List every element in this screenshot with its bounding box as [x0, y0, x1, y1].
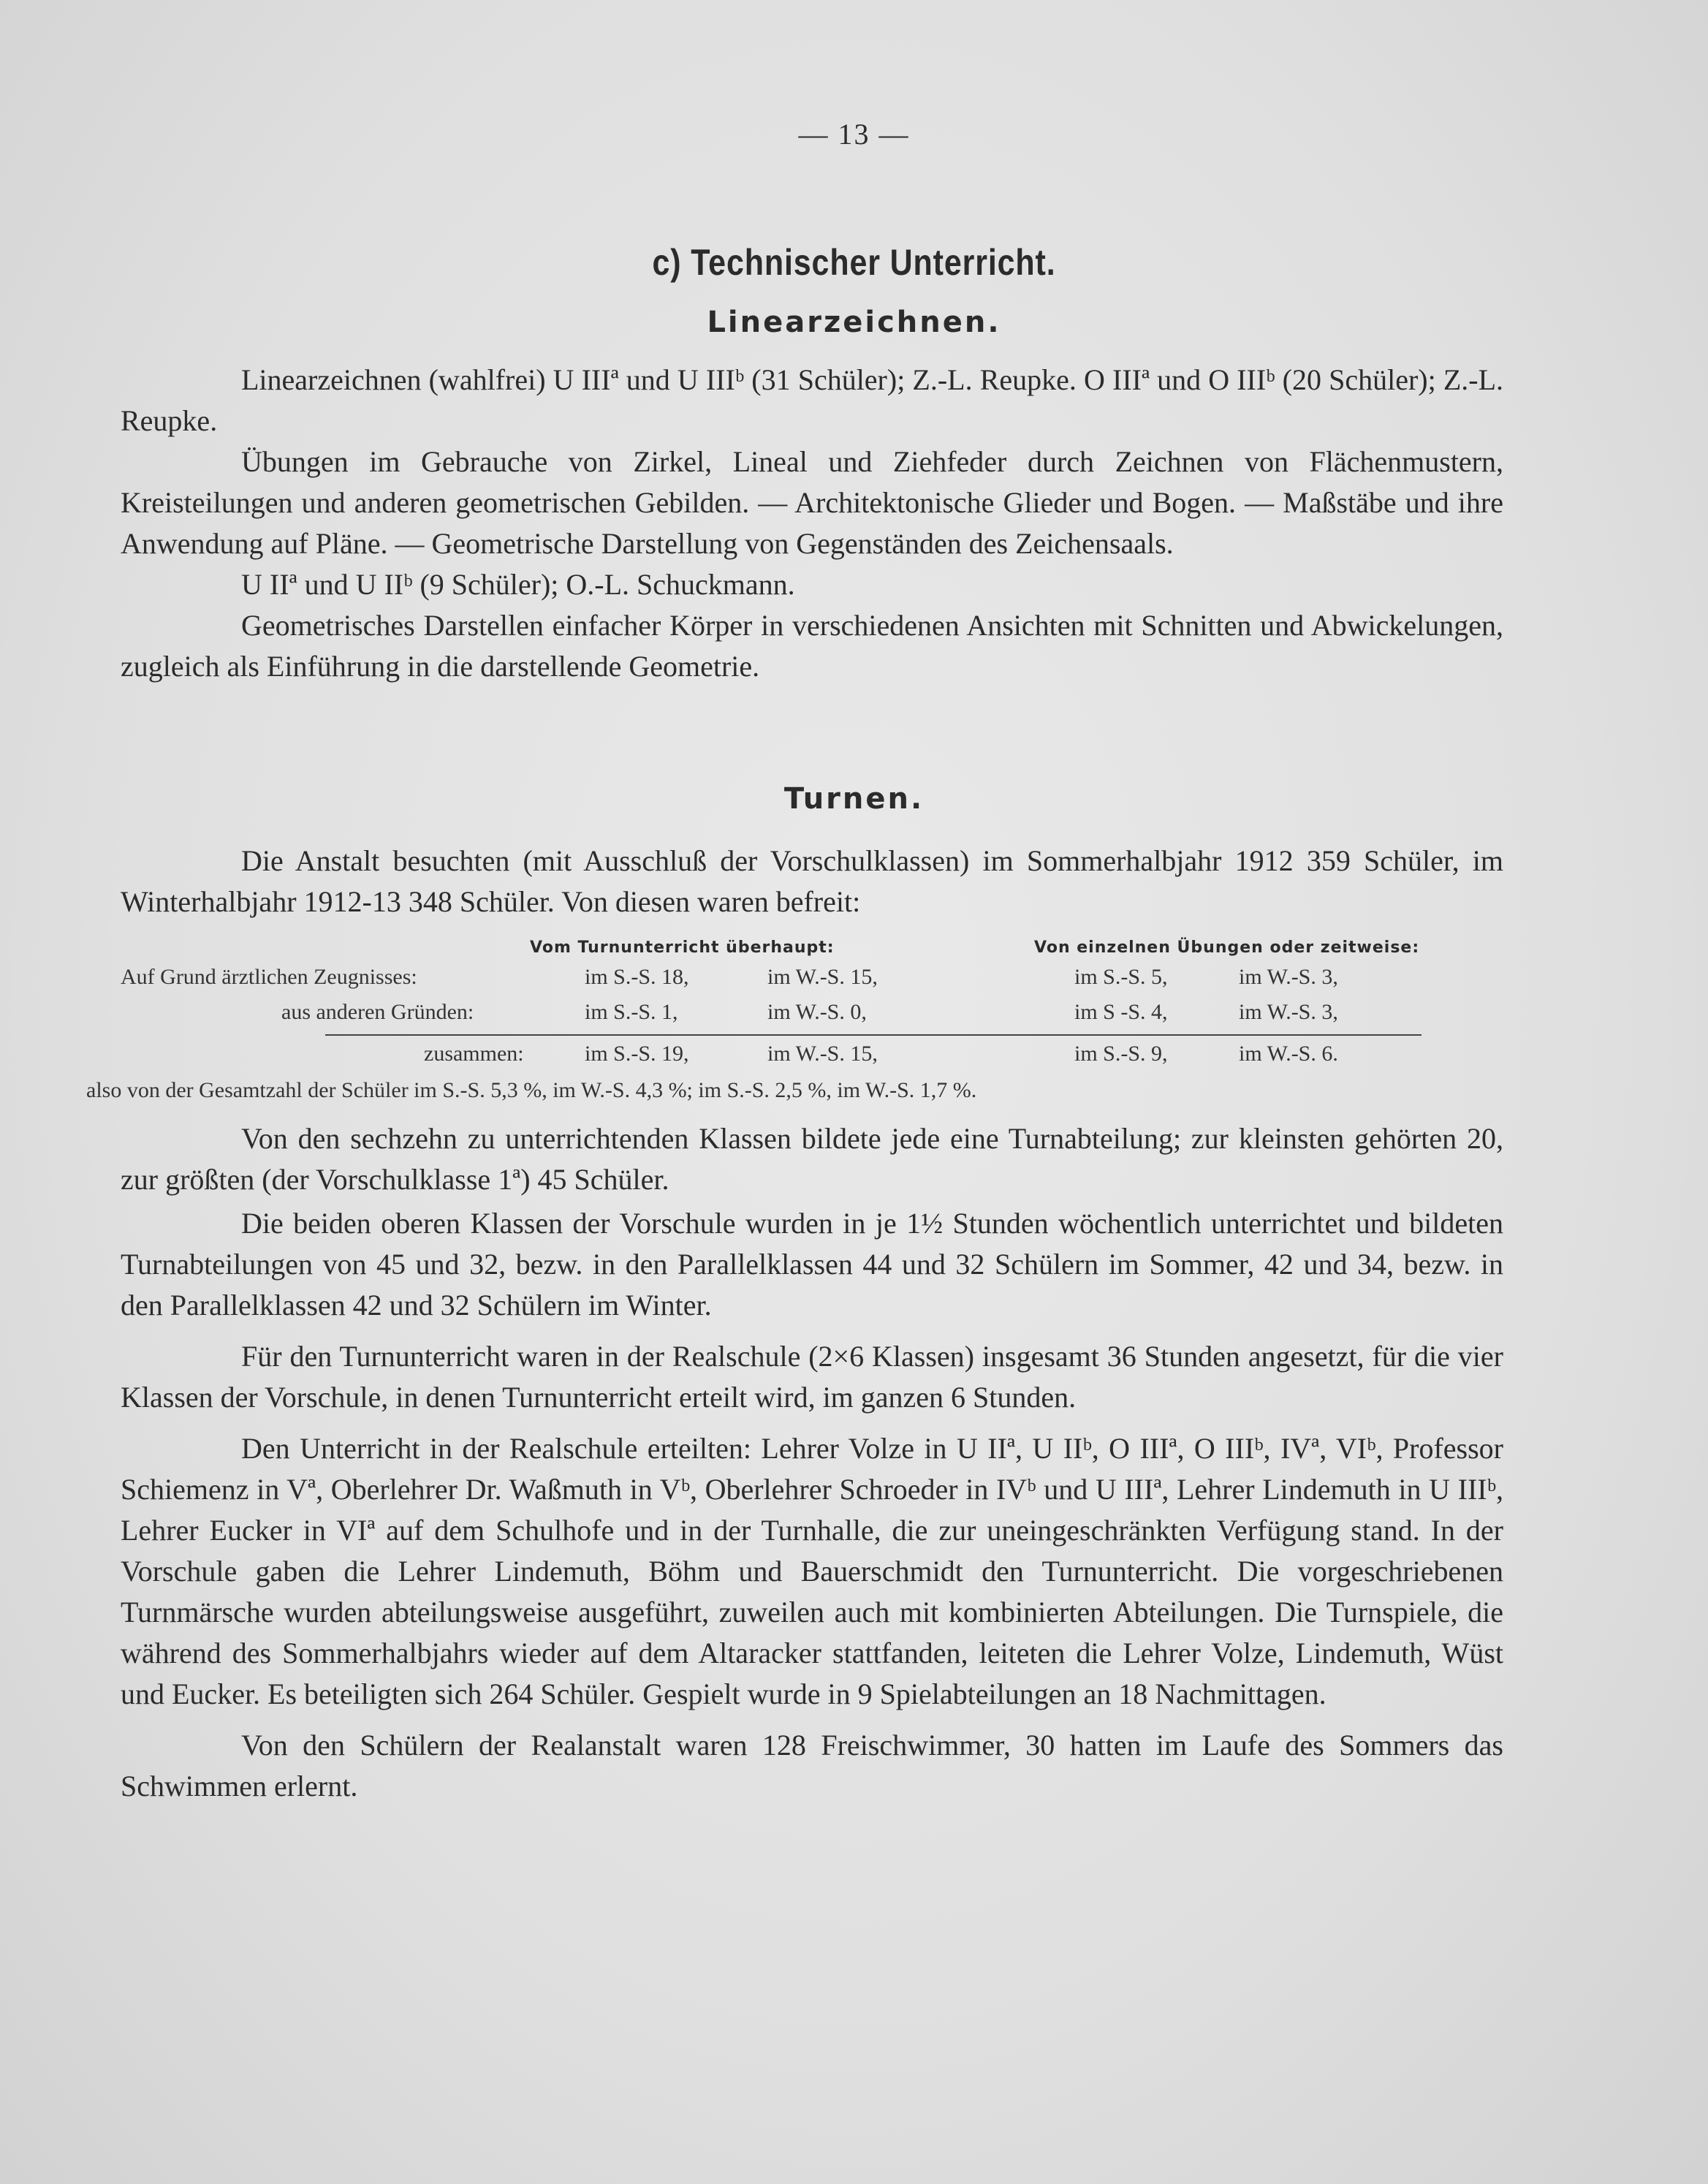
table-row-other-label: aus anderen Gründen: — [281, 1000, 474, 1024]
table-cell: im W.-S. 15, — [767, 965, 878, 989]
table-cell: im S.-S. 1, — [585, 1000, 678, 1024]
table-header-overall: Vom Turnunterricht überhaupt: — [530, 939, 835, 957]
table-cell: im W.-S. 6. — [1239, 1042, 1338, 1066]
linear-paragraph-3: U IIª und U IIᵇ (9 Schüler); O.-L. Schuckmann. — [241, 568, 795, 601]
turnen-intro — [121, 841, 1503, 922]
section-title: c) Technischer Unterricht. — [652, 242, 1056, 283]
table-cell: im S.-S. 5, — [1074, 965, 1168, 989]
table-row-percentages: also von der Gesamtzahl der Schüler im S.-S. 5,3 %, im W.-S. 4,3 %; im S.-S. 2,5 %, im W.-S. 1,7 %. — [86, 1078, 977, 1102]
table-cell: im W.-S. 3, — [1239, 965, 1338, 989]
turnen-paragraph-4: Den Unterricht in der Realschule erteilten: Lehrer Volze in U IIª, U IIᵇ, O IIIª, O IIIᵇ, IVª, VIᵇ, Professor Schiemenz in Vª, Oberlehrer Dr. Waßmuth in Vᵇ, Oberlehrer Schroeder in IVᵇ und U IIIª, Lehrer Lindemuth in U IIIᵇ, Lehrer Eucker in VIª auf dem Schulhofe und in der Turnhalle, die zur uneingeschränkten Verfügung stand. In der Vorschule gaben die Lehrer Lindemuth, Böhm und Bauerschmidt den Turnunterricht. Die vorgeschriebenen Turnmärsche wurden abteilungsweise ausgeführt, zuweilen auch mit kombinierten Abteilungen. Die Turnspiele, die während des Sommerhalbjahrs wieder auf dem Altaracker stattfanden, leiteten die Lehrer Volze, Lindemuth, Wüst und Eucker. Es beteiligten sich 264 Schüler. Gespielt wurde in 9 Spielabteilungen an 18 Nachmittagen. — [121, 1432, 1503, 1710]
turnen-paragraph-1: Von den sechzehn zu unterrichtenden Klassen bildete jede eine Turnabteilung; zur kleinsten gehörten 20, zur größten (der Vorschulklasse 1ª) 45 Schüler. — [121, 1122, 1503, 1196]
linear-paragraph-2: Übungen im Gebrauche von Zirkel, Lineal und Ziehfeder durch Zeichnen von Flächenmustern, Kreisteilungen und anderen geometrischen Gebilden. — Architektonische Glieder und Bogen. — Maßstäbe und ihre Anwendung auf Pläne. — Geometrische Darstellung von Gegenständen des Zeichensaals. — [121, 445, 1503, 560]
linearzeichnen-text — [121, 360, 1503, 687]
table-cell: im S.-S. 19, — [585, 1042, 689, 1066]
linear-paragraph-1: Linearzeichnen (wahlfrei) U IIIª und U IIIᵇ (31 Schüler); Z.-L. Reupke. O IIIª und O IIIᵇ (20 Schüler); Z.-L. Reupke. — [121, 363, 1503, 437]
table-cell: im W.-S. 15, — [767, 1042, 878, 1066]
table-header-partial: Von einzelnen Übungen oder zeitweise: — [1034, 939, 1420, 957]
table-cell: im S.-S. 9, — [1074, 1042, 1168, 1066]
table-cell: im S.-S. 18, — [585, 965, 689, 989]
table-row-medical-label: Auf Grund ärztlichen Zeugnisses: — [121, 965, 417, 989]
table-sum-rule — [325, 1034, 1422, 1036]
table-row-total-label: zusammen: — [424, 1042, 524, 1066]
table-cell: im S -S. 4, — [1074, 1000, 1168, 1024]
table-cell: im W.-S. 3, — [1239, 1000, 1338, 1024]
page-number: — 13 — — [798, 118, 910, 151]
turnen-paragraph-2: Die beiden oberen Klassen der Vorschule wurden in je 1½ Stunden wöchentlich unterrichtet und bildeten Turnabteilungen von 45 und 32, bezw. in den Parallelklassen 44 und 32 Schülern im Sommer, 42 und 34, bezw. in den Parallelklassen 42 und 32 Schülern im Winter. — [121, 1207, 1503, 1322]
turnen-intro-paragraph: Die Anstalt besuchten (mit Ausschluß der Vorschulklassen) im Sommerhalbjahr 1912 359 Schüler, im Winterhalbjahr 1912-13 348 Schüler. Von diesen waren befreit: — [121, 844, 1503, 918]
heading-turnen: Turnen. — [783, 782, 925, 816]
heading-linearzeichnen: Linearzeichnen. — [707, 306, 1001, 339]
turnen-paragraph-3: Für den Turnunterricht waren in der Realschule (2×6 Klassen) insgesamt 36 Stunden angesetzt, für die vier Klassen der Vorschule, in denen Turnunterricht erteilt wird, im ganzen 6 Stunden. — [121, 1340, 1503, 1414]
turnen-text — [121, 1118, 1503, 1807]
linear-paragraph-4: Geometrisches Darstellen einfacher Körper in verschiedenen Ansichten mit Schnitten und Abwickelungen, zugleich als Einführung in die darstellende Geometrie. — [121, 609, 1503, 683]
turnen-paragraph-5: Von den Schülern der Realanstalt waren 128 Freischwimmer, 30 hatten im Laufe des Sommers das Schwimmen erlernt. — [121, 1729, 1503, 1802]
table-cell: im W.-S. 0, — [767, 1000, 867, 1024]
